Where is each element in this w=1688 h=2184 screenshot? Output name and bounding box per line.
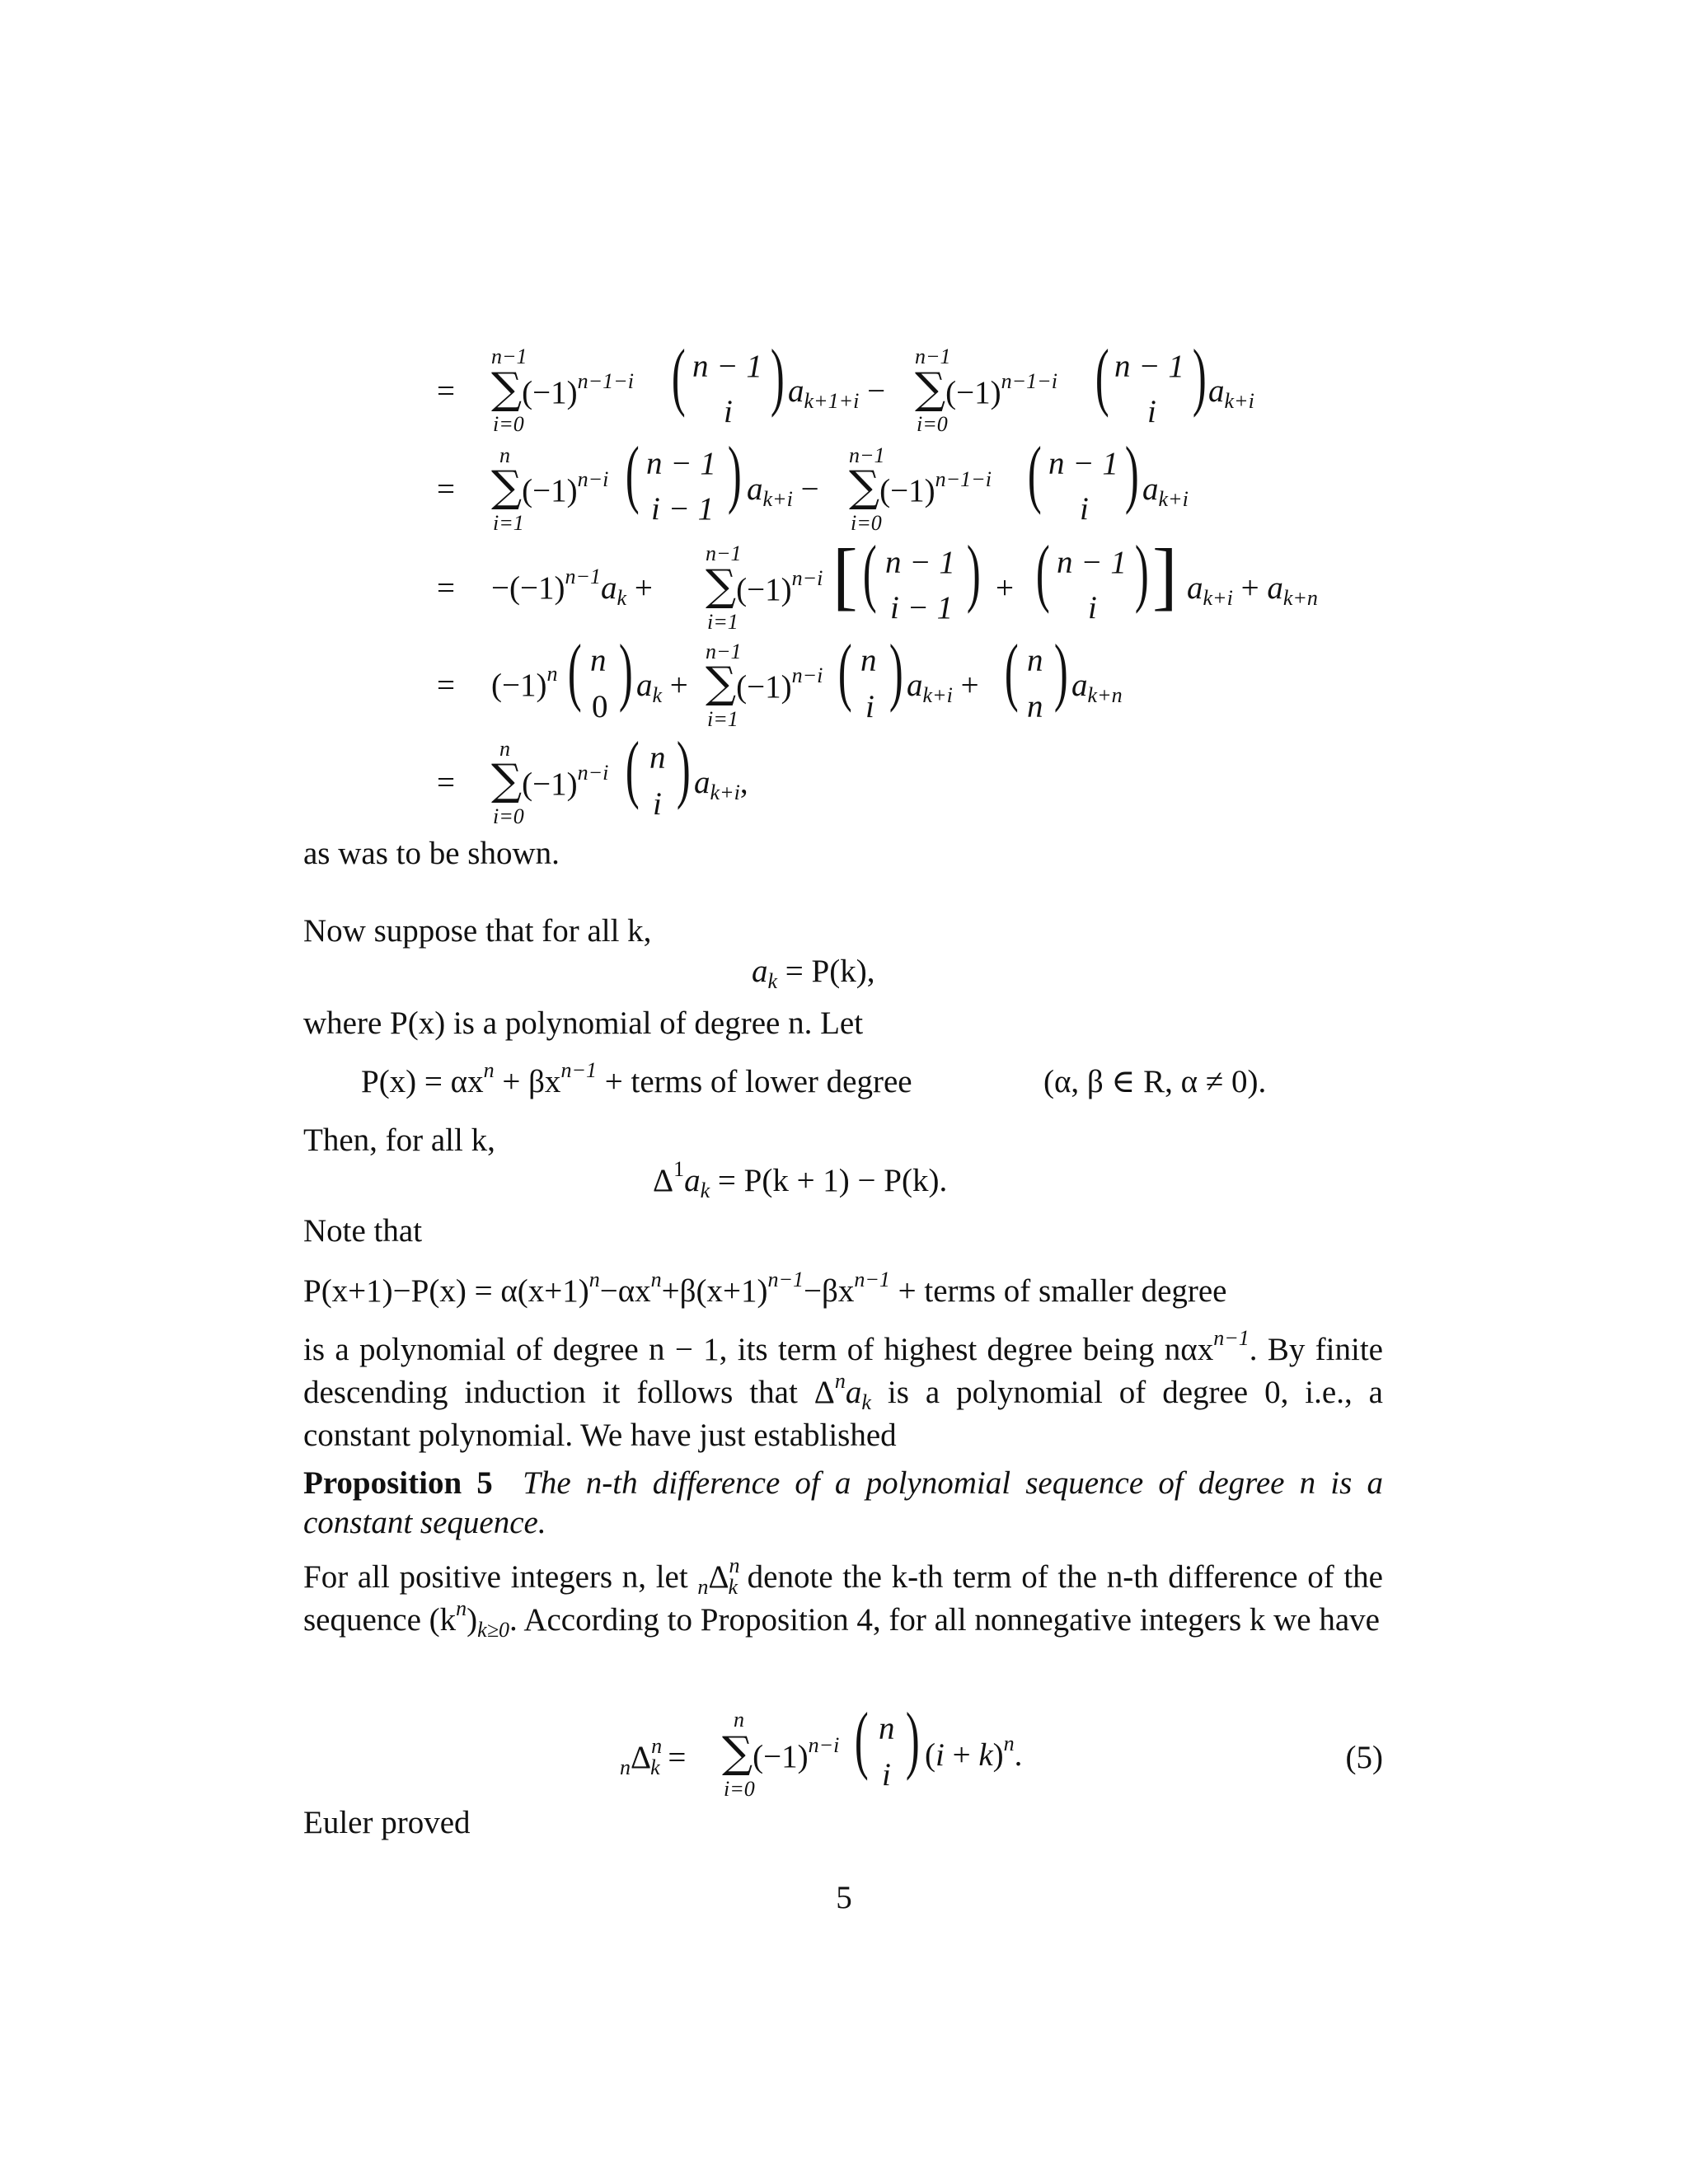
sum-lower-limit: i=1: [707, 707, 738, 731]
sum-expression-1: $\sum(-1)^{n-1-i}$: [491, 364, 634, 414]
sum-expression: $\sum(-1)^{n-i}$: [706, 561, 823, 611]
difference-equation: $P(x+1)-P(x) = \alpha(x+1)^n-\alpha x^n+\beta(x+1)^{n-1}-\beta x^{n-1}$ + terms of smaller degree: [303, 1268, 1227, 1309]
binom-top: n − 1: [692, 349, 762, 384]
sum-lower-limit: i=1: [707, 610, 738, 634]
sum-lower-limit: i=1: [493, 511, 524, 535]
note-that: Note that: [303, 1213, 423, 1249]
binom-close: ): [676, 726, 691, 810]
binom-open: (: [862, 530, 877, 614]
derivation-line-3: [437, 572, 455, 604]
sum-upper-limit: n: [499, 443, 510, 467]
sum-upper-limit-2: n−1: [849, 443, 885, 467]
binom-close-2: ): [1124, 431, 1139, 515]
sum-lower-limit: i=0: [493, 804, 524, 828]
binom-open-2: (: [1027, 431, 1042, 515]
sum-upper-limit: n: [734, 1708, 744, 1732]
proposition-5: Proposition 5 The n-th difference of a polynomial sequence of degree n is a constant sequence.: [303, 1465, 1383, 1540]
sum-lower-limit-2: i=0: [851, 511, 882, 535]
binom-top-3: n: [1027, 643, 1043, 678]
sum-expression: $\sum(-1)^{n-i}$: [491, 756, 609, 805]
binom-open-2: (: [837, 629, 852, 713]
bracket-close: ]: [1152, 533, 1178, 617]
bracket-open: [: [832, 533, 858, 617]
binom-close: ): [905, 1697, 920, 1781]
term-a: $a_{k+1+i}$ −: [788, 373, 886, 413]
equals-sign: =: [437, 570, 455, 606]
binom-open: (: [854, 1697, 869, 1781]
euler-proved: Euler proved: [303, 1805, 471, 1840]
derivation-line-5: [437, 766, 455, 799]
px-definition: $P(x) = \alpha x^n + \beta x^{n-1}$ + terms of lower degree: [361, 1058, 912, 1099]
binom-top: n: [590, 643, 607, 678]
power-term: $(i + k)^n$.: [925, 1732, 1023, 1773]
binom-close-2: ): [889, 629, 903, 713]
binom-open: (: [625, 431, 640, 515]
binom-open: (: [567, 629, 582, 713]
binom-close: ): [770, 334, 785, 418]
binom-open-2: (: [1035, 530, 1050, 614]
sum-expression: $\sum(-1)^{n-i}$: [491, 462, 609, 512]
then-text: Then, for all k,: [303, 1122, 495, 1158]
sum-lower-limit-2: i=0: [917, 412, 948, 436]
sum-expression: $\sum(-1)^{n-i}$: [722, 1728, 840, 1778]
term-b: $a_{k+i}$: [1208, 373, 1254, 413]
binom-top: n: [649, 740, 666, 776]
equation-5: $_n\Delta^n_k$ =: [620, 1734, 687, 1779]
term-aki: $a_{k+i}$,: [694, 765, 748, 804]
sum-expression-2: $\sum(-1)^{n-1-i}$: [915, 364, 1057, 414]
sum-expression-2: $\sum(-1)^{n-1-i}$: [849, 462, 992, 512]
page-number: 5: [836, 1880, 852, 1915]
for-all-paragraph: For all positive integers n, let $_n\Delta^n_k$ denote the k-th term of the n-th difference of the sequence $(k^n)_{k\ge 0}$. According to Proposition 4, for all nonnegative integers k we have: [303, 1554, 1383, 1642]
lead-term: $(-1)^n$: [491, 662, 558, 703]
px-condition: (α, β ∈ R, α ≠ 0).: [1043, 1064, 1267, 1099]
sum-lower-limit: i=0: [493, 412, 524, 436]
term-akn: $a_{k+n}$: [1071, 668, 1123, 707]
binom-open-2: (: [1095, 334, 1109, 418]
ak-equation: $a_k = P(k)$,: [752, 954, 875, 993]
sum-upper-limit: n−1: [706, 541, 742, 565]
equals-sign: =: [437, 668, 455, 703]
binom-bottom-2: i: [1080, 491, 1089, 527]
sum-upper-limit-2: n−1: [915, 344, 951, 368]
binom-top-2: n − 1: [1057, 545, 1127, 580]
as-was-shown: as was to be shown.: [303, 836, 560, 871]
term-a: $a_{k+i}$ −: [747, 471, 819, 511]
equals-sign: =: [437, 765, 455, 800]
binom-bottom: i: [882, 1757, 891, 1793]
binom-close: ): [727, 431, 742, 515]
binom-bottom: i: [653, 786, 662, 822]
binom-top: n − 1: [646, 446, 716, 481]
now-suppose: Now suppose that for all k,: [303, 913, 652, 949]
binom-bottom-2: i: [1147, 394, 1156, 429]
lead-term: $-(-1)^{n-1}a_k$ +: [491, 565, 653, 610]
sum-lower-limit: i=0: [724, 1777, 755, 1801]
sum-upper-limit: n−1: [706, 640, 742, 663]
binom-close: ): [618, 629, 633, 713]
sum-upper-limit: n−1: [491, 344, 528, 368]
sigma-symbol: ∑: [491, 364, 523, 414]
binom-top-2: n − 1: [1048, 446, 1118, 481]
term-ak: $a_k$ +: [636, 668, 688, 707]
binom-bottom: 0: [592, 689, 608, 724]
binom-bottom-2: i: [865, 689, 874, 724]
equals-sign: =: [437, 373, 455, 409]
polynomial-paragraph: is a polynomial of degree n − 1, its term of highest degree being nαx$^{n-1}$. By finite descending induction it follows that $\Delta^na_k$ is a polynomial of degree 0, i.e., a constant polynomial. We have just established: [303, 1326, 1383, 1453]
delta-equation: $\Delta^1a_k = P(k + 1) - P(k)$.: [653, 1157, 948, 1202]
binom-bottom-3: n: [1027, 689, 1043, 724]
binom-bottom: i: [724, 394, 733, 429]
binom-close: ): [966, 530, 981, 614]
plus-sign: +: [996, 570, 1014, 606]
equation-number: (5): [1345, 1740, 1383, 1775]
binom-close-3: ): [1053, 629, 1068, 713]
binom-bottom: i − 1: [651, 491, 715, 527]
sum-upper-limit: n: [499, 737, 510, 761]
where-text: where P(x) is a polynomial of degree n. Let: [303, 1005, 864, 1041]
sum-expression: $\sum(-1)^{n-i}$: [706, 658, 823, 708]
binom-top: n: [879, 1711, 895, 1746]
derivation-line-1: [437, 375, 455, 407]
derivation-line-2: [437, 473, 455, 505]
binom-top: n − 1: [885, 545, 955, 580]
derivation-line-4: [437, 669, 455, 701]
binomial-1: (: [671, 334, 686, 418]
binom-open-3: (: [1004, 629, 1019, 713]
binom-open: (: [625, 726, 640, 810]
term-b: $a_{k+i}$: [1142, 471, 1189, 511]
term-aki: $a_{k+i}$ +: [907, 668, 979, 707]
binom-bottom: i − 1: [890, 590, 954, 626]
equals-sign: =: [437, 471, 455, 507]
binom-top-2: n − 1: [1114, 349, 1184, 384]
binom-bottom-2: i: [1088, 590, 1097, 626]
binom-close-2: ): [1192, 334, 1207, 418]
binom-close-2: ): [1134, 530, 1149, 614]
tail-terms: $a_{k+i} + a_{k+n}$: [1187, 570, 1318, 610]
binom-top-2: n: [860, 643, 877, 678]
